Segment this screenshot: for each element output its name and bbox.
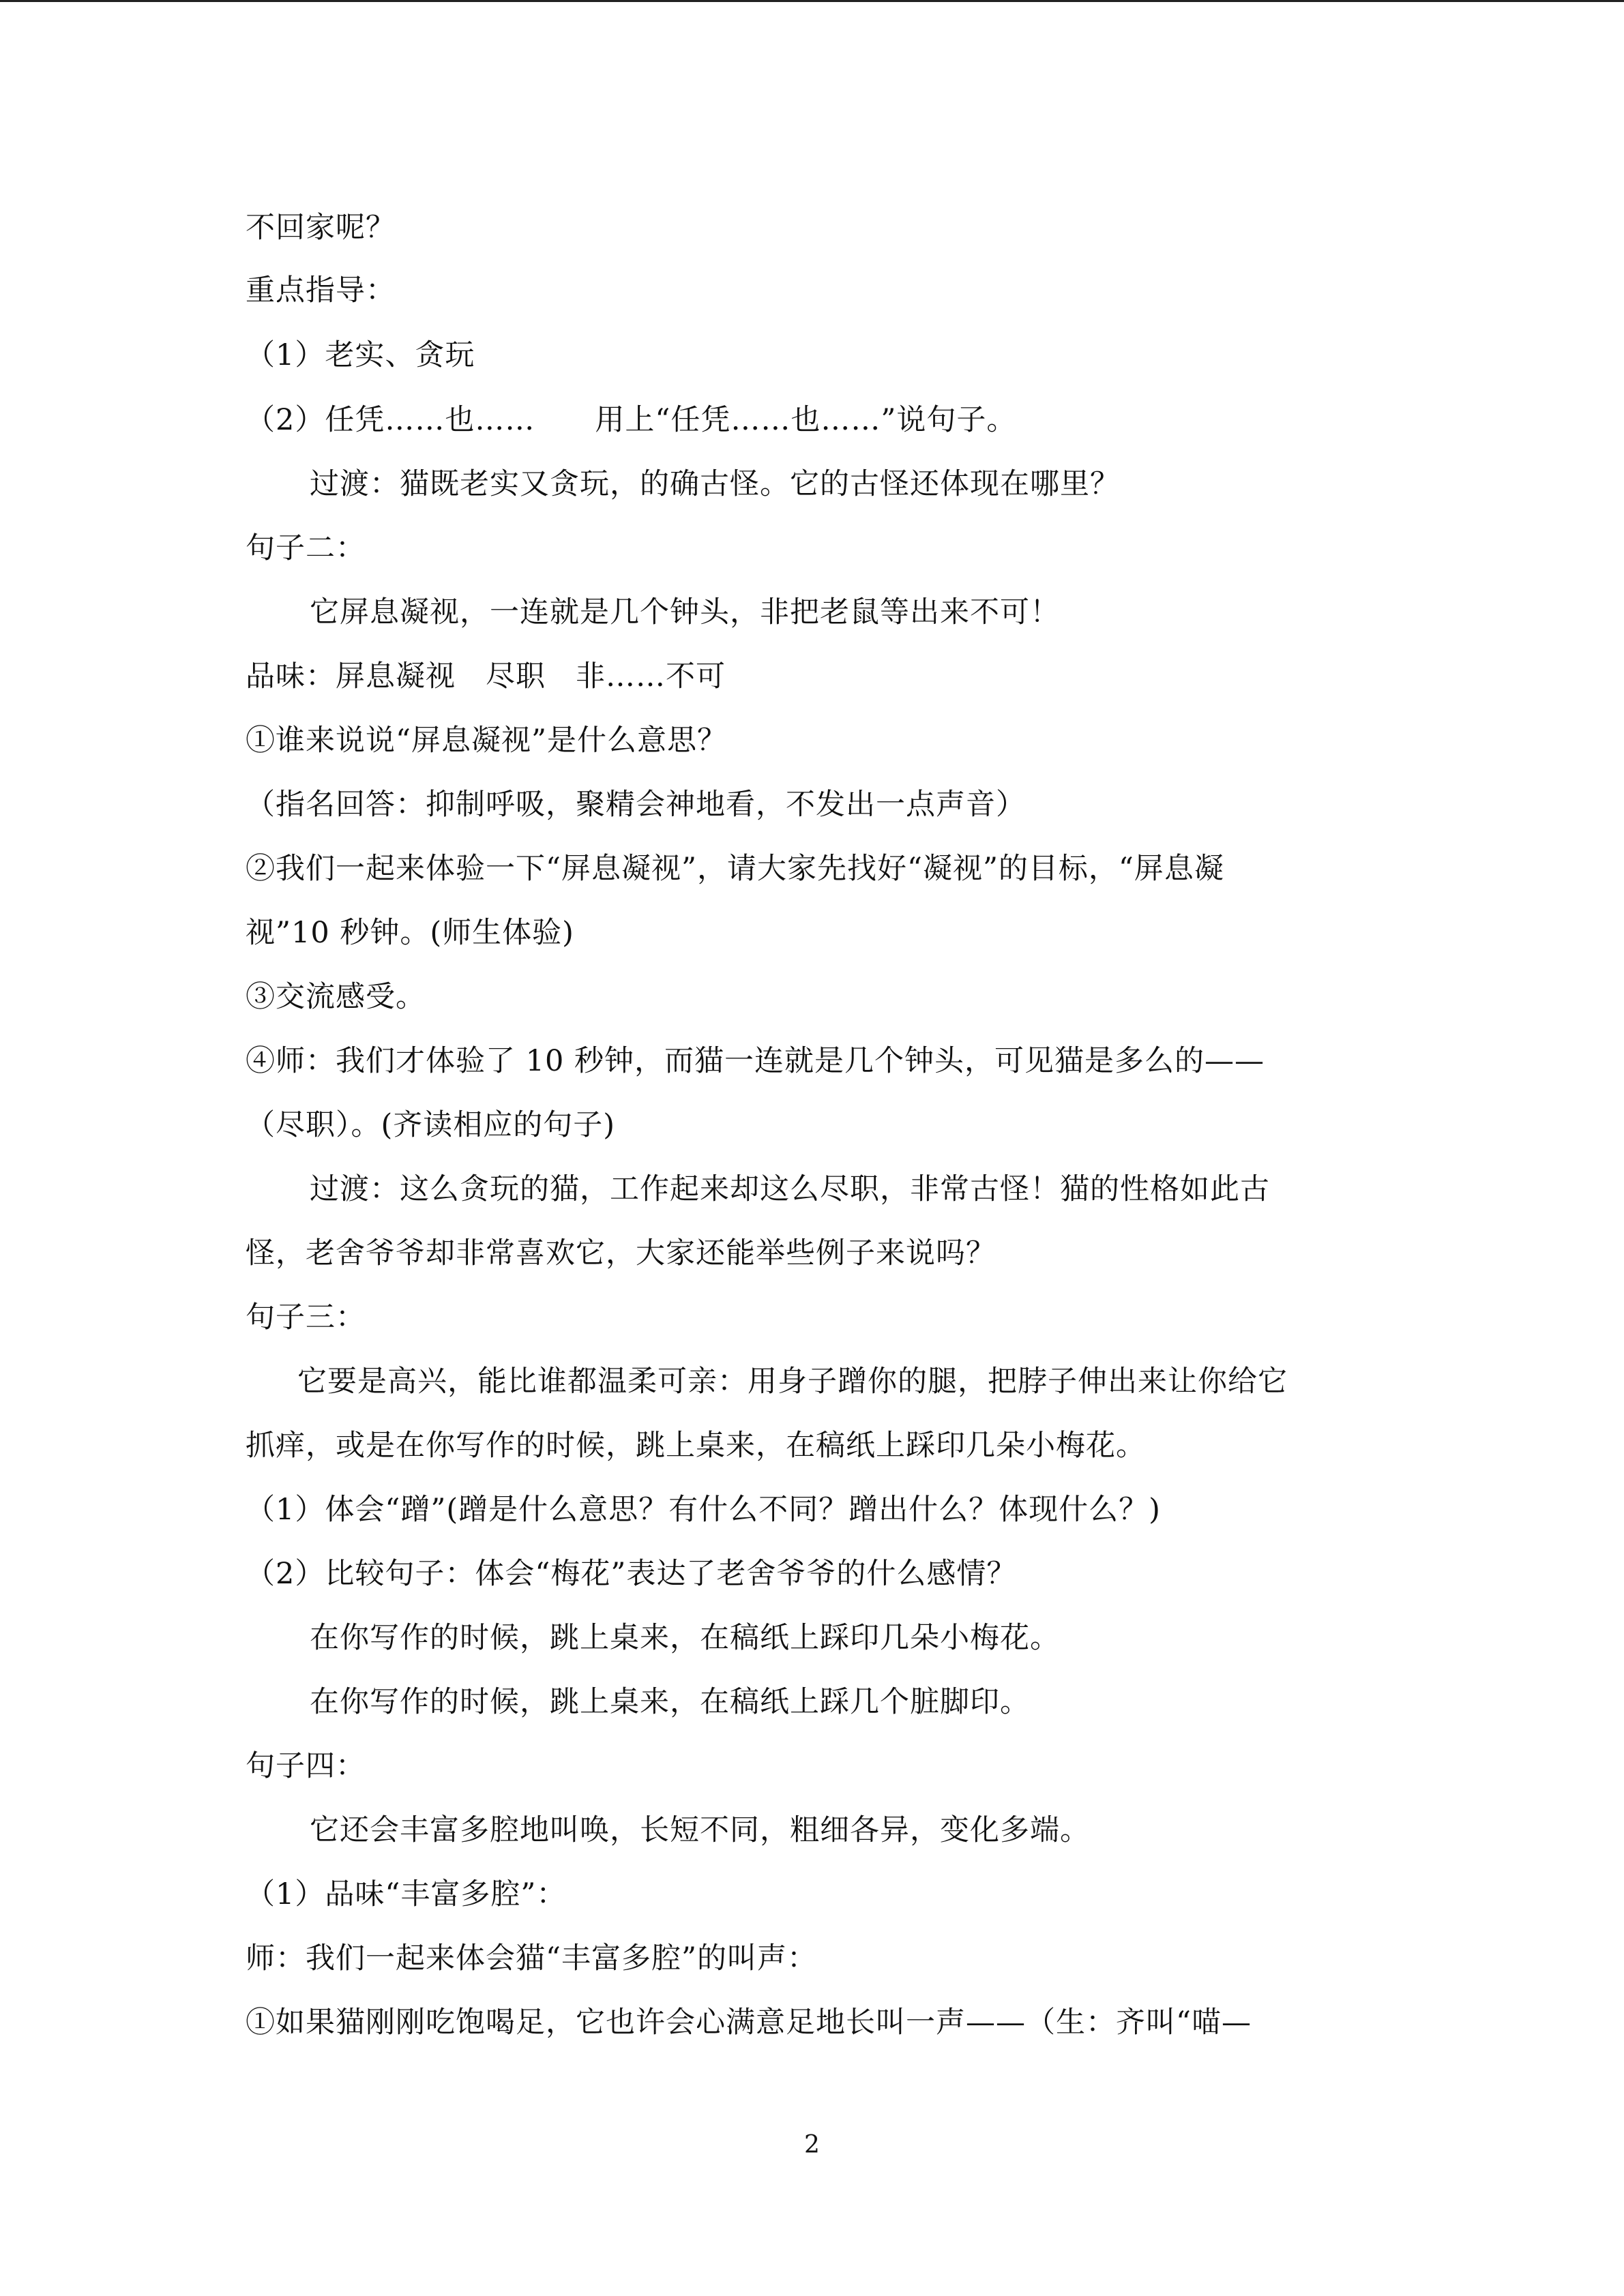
text-line: 品味：屏息凝视 尽职 非……不可 xyxy=(246,659,726,694)
section-heading: 句子四： xyxy=(246,1749,366,1783)
text-line: （1）品味“丰富多腔”： xyxy=(246,1877,567,1911)
quoted-sentence: 它要是高兴，能比谁都温柔可亲：用身子蹭你的腿，把脖子伸出来让你给它 xyxy=(297,1365,1288,1399)
text-line: 不回家呢？ xyxy=(246,211,396,245)
text-line: ③交流感受。 xyxy=(246,980,426,1014)
text-line: （2）比较句子：体会“梅花”表达了老舍爷爷的什么感情？ xyxy=(246,1557,1017,1591)
section-heading: 句子三： xyxy=(246,1300,366,1335)
text-line: 重点指导： xyxy=(246,273,396,308)
text-line: ①谁来说说“屏息凝视”是什么意思？ xyxy=(246,724,727,758)
quoted-sentence: 它还会丰富多腔地叫唤，长短不同，粗细各异，变化多端。 xyxy=(310,1813,1090,1847)
text-line: （尽职）。(齐读相应的句子) xyxy=(246,1108,616,1142)
text-line: 在你写作的时候，跳上桌来，在稿纸上踩印几朵小梅花。 xyxy=(310,1621,1060,1655)
page-number: 2 xyxy=(804,2131,820,2159)
text-line: 在你写作的时候，跳上桌来，在稿纸上踩几个脏脚印。 xyxy=(310,1685,1030,1719)
text-line: 视”10 秒钟。(师生体验) xyxy=(246,916,574,950)
text-line: （1）体会“蹭”(蹭是什么意思？有什么不同？蹭出什么？体现什么？) xyxy=(246,1493,1161,1527)
text-line: 师：我们一起来体会猫“丰富多腔”的叫声： xyxy=(246,1941,817,1976)
text-line: ④师：我们才体验了 10 秒钟，而猫一连就是几个钟头，可见猫是多么的—— xyxy=(246,1044,1265,1078)
text-line: ①如果猫刚刚吃饱喝足，它也许会心满意足地长叫一声——（生：齐叫“喵— xyxy=(246,2006,1252,2040)
section-heading: 句子二： xyxy=(246,531,366,565)
text-line: （1）老实、贪玩 xyxy=(246,338,475,372)
text-line: 过渡：这么贪玩的猫，工作起来却这么尽职，非常古怪！猫的性格如此古 xyxy=(310,1172,1270,1206)
text-line: 过渡：猫既老实又贪玩，的确古怪。它的古怪还体现在哪里？ xyxy=(310,467,1120,501)
quoted-sentence: 它屏息凝视，一连就是几个钟头，非把老鼠等出来不可！ xyxy=(310,595,1060,629)
text-line: 怪，老舍爷爷却非常喜欢它，大家还能举些例子来说吗？ xyxy=(246,1236,996,1270)
text-line: （指名回答：抑制呼吸，聚精会神地看，不发出一点声音） xyxy=(246,788,1026,822)
text-line: （2）任凭……也…… 用上“任凭……也……”说句子。 xyxy=(246,403,1017,437)
quoted-sentence: 抓痒，或是在你写作的时候，跳上桌来，在稿纸上踩印几朵小梅花。 xyxy=(246,1429,1146,1463)
text-line: ②我们一起来体验一下“屏息凝视”，请大家先找好“凝视”的目标，“屏息凝 xyxy=(246,852,1224,886)
